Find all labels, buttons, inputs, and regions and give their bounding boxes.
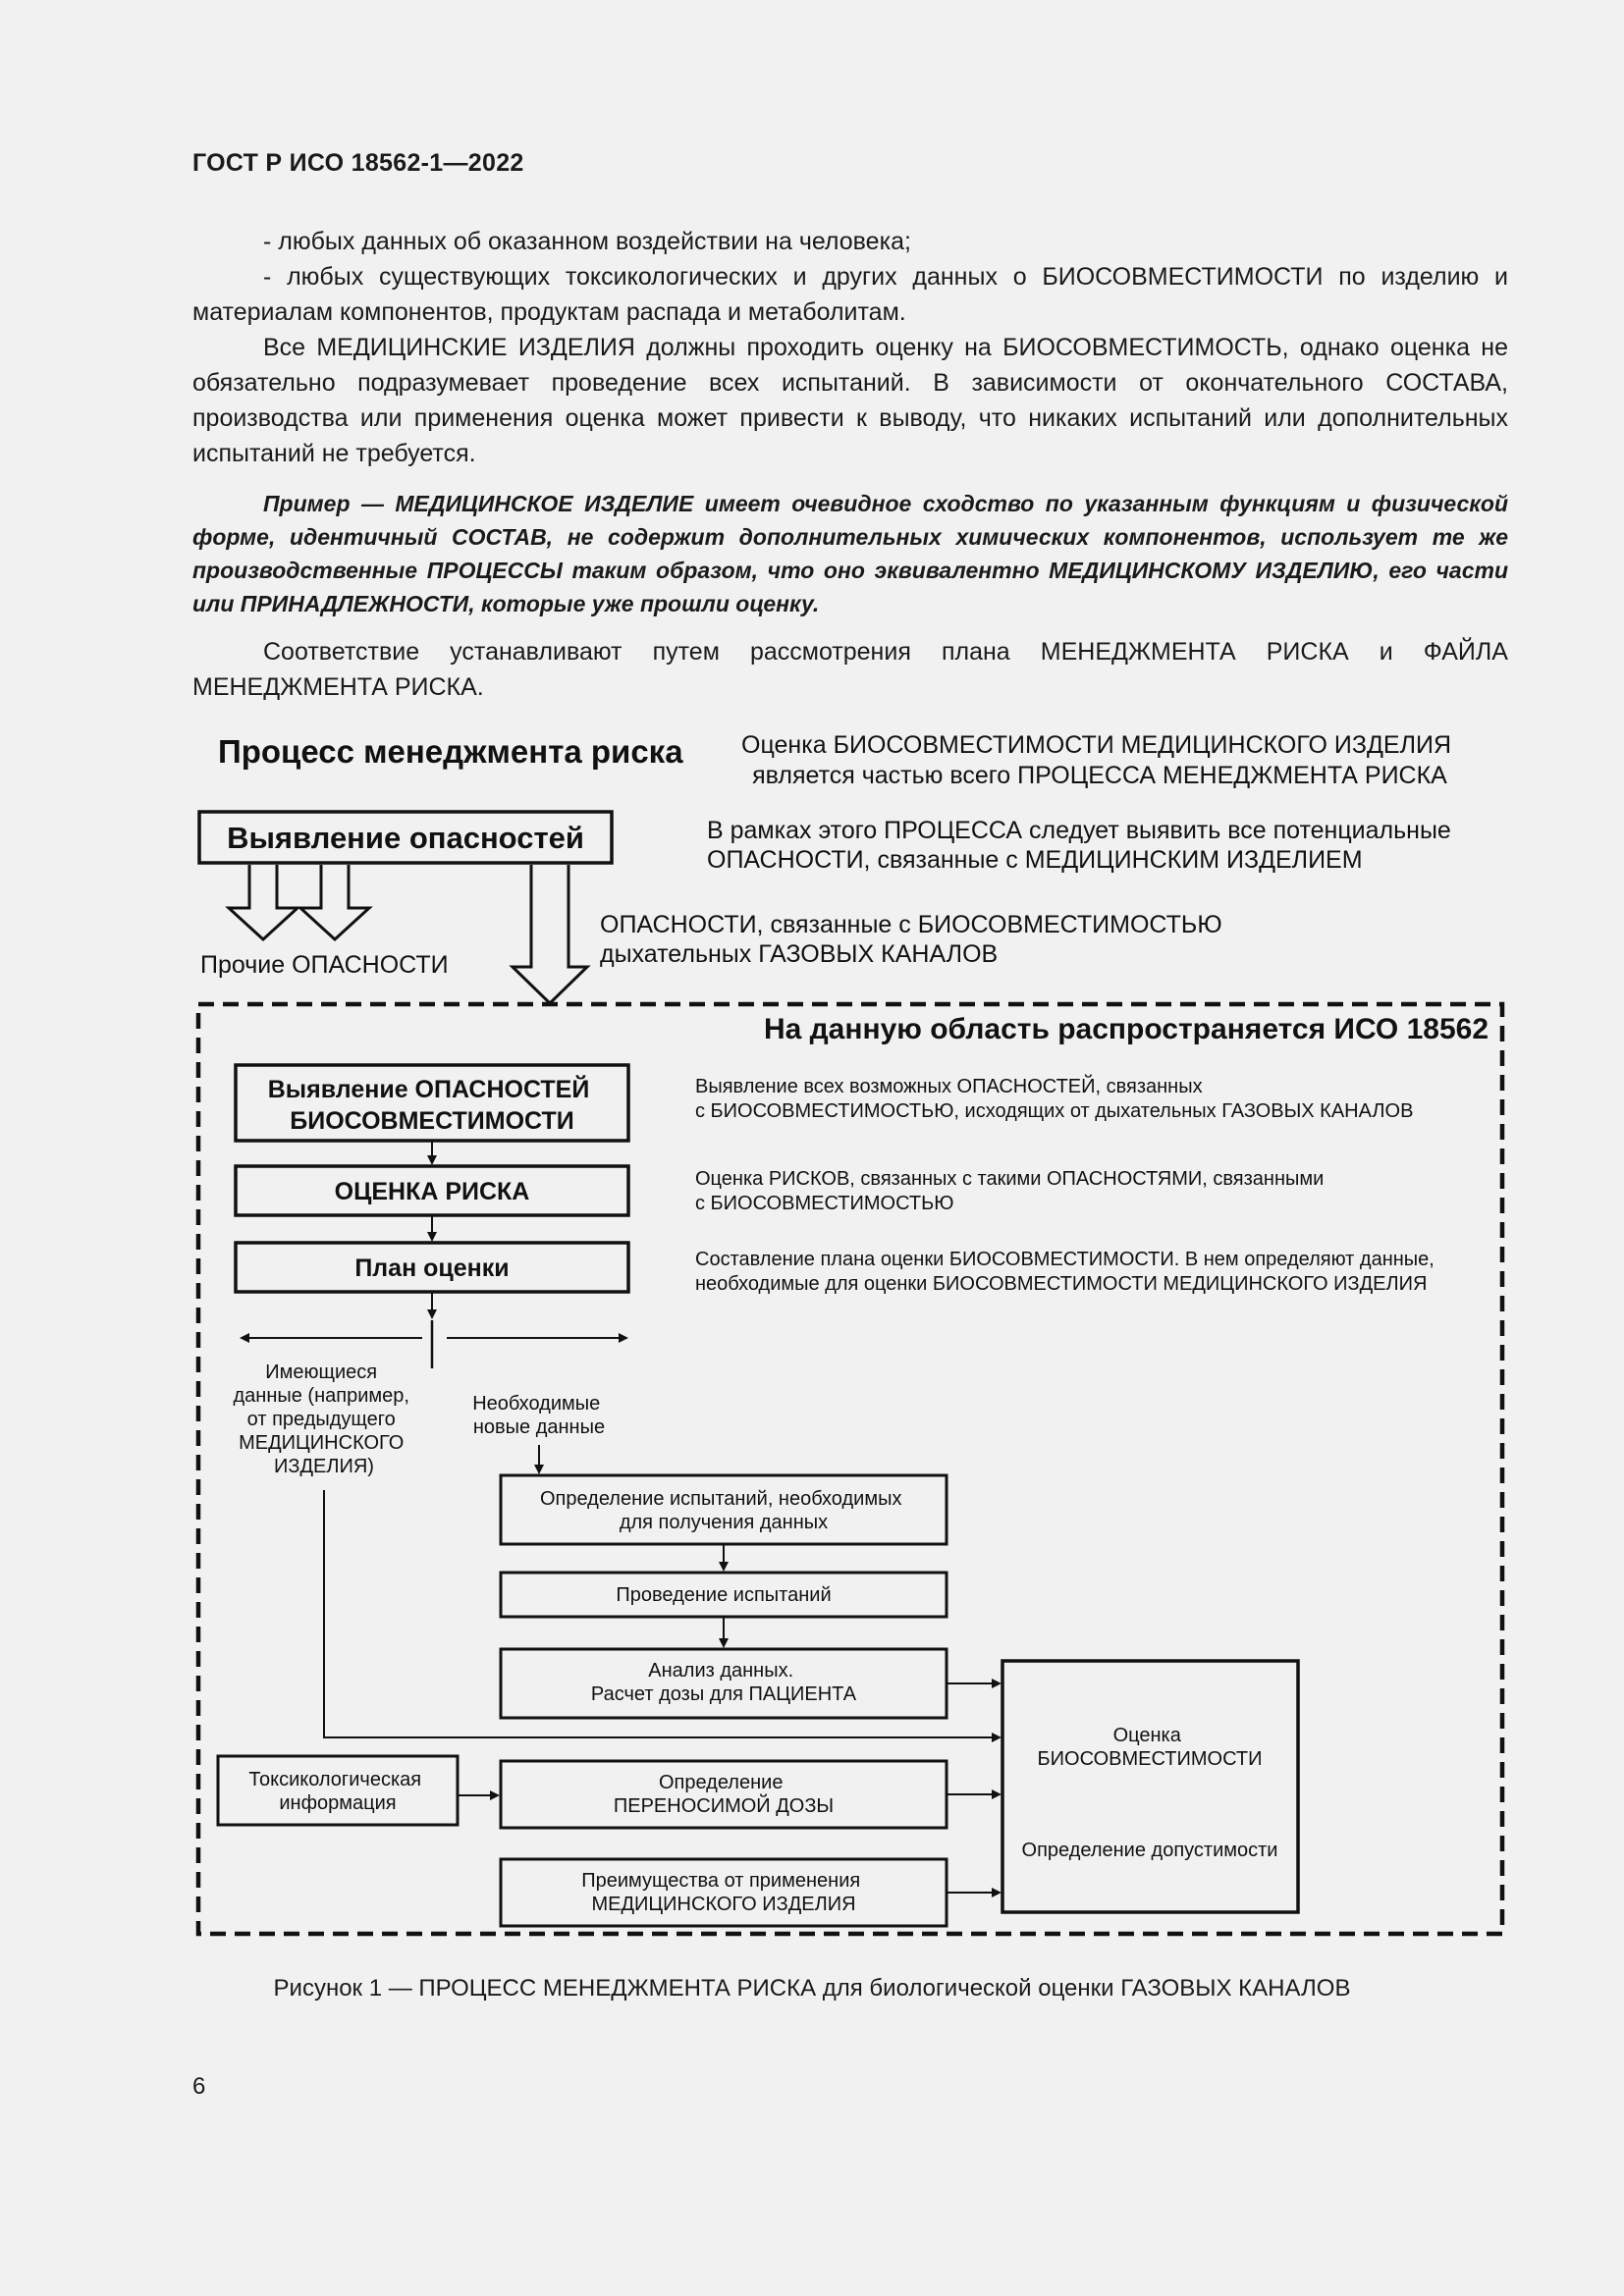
other-hazards-label: Прочие ОПАСНОСТИ: [200, 951, 449, 979]
paragraph-all-devices: Все МЕДИЦИНСКИЕ ИЗДЕЛИЯ должны проходить оценку на БИОСОВМЕСТИМОСТЬ, однако оценка не обязательно подразумевает проведение всех испытаний. В зависимости от окончательного СОСТАВА, производства или применения оценка может привести к выводу, что никаких испытаний или дополнительных испытаний не требуется.: [192, 334, 1508, 467]
document-header: ГОСТ Р ИСО 18562-1—2022: [192, 149, 524, 177]
tolerable-dose-label: Определение ПЕРЕНОСИМОЙ ДОЗЫ: [613, 1772, 835, 1817]
paragraph-bullet-1: - любых данных об оказанном воздействии на человека;: [263, 228, 911, 255]
data-analysis-label: Анализ данных. Расчет дозы для ПАЦИЕНТА: [590, 1660, 857, 1705]
risk-assessment-note: Оценка РИСКОВ, связанных с такими ОПАСНОСТЯМИ, связанными с БИОСОВМЕСТИМОСТЬЮ: [695, 1168, 1325, 1214]
paragraph-bullet-2: - любых существующих токсикологических и других данных о БИОСОВМЕСТИМОСТИ по изделию и материалам компонентов, продуктам распада и метаболитам.: [192, 263, 1508, 326]
diagram-note-biocompat-part: Оценка БИОСОВМЕСТИМОСТИ МЕДИЦИНСКОГО ИЗДЕЛИЯ является частью всего ПРОЦЕССА МЕНЕДЖМЕНТА РИСКА: [741, 731, 1451, 789]
identify-biocompat-hazards-label: Выявление ОПАСНОСТЕЙ БИОСОВМЕСТИМОСТИ: [267, 1076, 590, 1135]
diagram-note-process-hazards: В рамках этого ПРОЦЕССА следует выявить все потенциальные ОПАСНОСТИ, связанные с МЕДИЦИНСКИМ ИЗДЕЛИЕМ: [707, 817, 1451, 874]
existing-data-label: Имеющиеся данные (например, от предыдущего МЕДИЦИНСКОГО ИЗДЕЛИЯ): [233, 1362, 409, 1477]
figure-caption: Рисунок 1 — ПРОЦЕСС МЕНЕДЖМЕНТА РИСКА для биологической оценки ГАЗОВЫХ КАНАЛОВ: [273, 1975, 1351, 2002]
new-data-label: Необходимые новые данные: [472, 1393, 606, 1438]
risk-assessment-label: ОЦЕНКА РИСКА: [334, 1178, 530, 1205]
diagram-title: Процесс менеджмента риска: [218, 733, 683, 770]
example-paragraph: Пример — МЕДИЦИНСКОЕ ИЗДЕЛИЕ имеет очевидное сходство по указанным функциям и физической форме, идентичный СОСТАВ, не содержит дополнительных химических компонентов, использует те же производственные ПРОЦЕССЫ таким образом, что оно эквивалентно МЕДИЦИНСКОМУ ИЗДЕЛИЮ, его части или ПРИНАДЛЕЖНОСТИ, которые уже прошли оценку.: [192, 491, 1508, 616]
identify-biocompat-hazards-note: Выявление всех возможных ОПАСНОСТЕЙ, связанных с БИОСОВМЕСТИМОСТЬЮ, исходящих от дыхательных ГАЗОВЫХ КАНАЛОВ: [695, 1076, 1414, 1122]
benefits-label: Преимущества от применения МЕДИЦИНСКОГО ИЗДЕЛИЯ: [581, 1870, 861, 1915]
iso-scope-title: На данную область распространяется ИСО 18562: [763, 1013, 1489, 1045]
gas-hazards-label: ОПАСНОСТИ, связанные с БИОСОВМЕСТИМОСТЬЮ дыхательных ГАЗОВЫХ КАНАЛОВ: [600, 911, 1222, 968]
toxicology-info-box: [218, 1756, 458, 1825]
evaluation-plan-label: План оценки: [354, 1255, 510, 1282]
biocompat-evaluation-label: Оценка БИОСОВМЕСТИМОСТИ: [1037, 1725, 1263, 1770]
conduct-tests-label: Проведение испытаний: [616, 1584, 832, 1606]
hazard-identification-label: Выявление опасностей: [227, 821, 584, 855]
define-tests-box: [501, 1475, 947, 1544]
gas-hazards-arrow: [513, 865, 587, 1003]
page-number: 6: [192, 2073, 206, 2100]
other-hazards-arrow-1: [229, 865, 298, 939]
paragraph-conformity: Соответствие устанавливают путем рассмотрения плана МЕНЕДЖМЕНТА РИСКА и ФАЙЛА МЕНЕДЖМЕНТА РИСКА.: [192, 638, 1508, 701]
biocompat-evaluation-box: [1002, 1661, 1298, 1912]
other-hazards-arrow-2: [300, 865, 369, 939]
evaluation-plan-note: Составление плана оценки БИОСОВМЕСТИМОСТИ. В нем определяют данные, необходимые для оценки БИОСОВМЕСТИМОСТИ МЕДИЦИНСКОГО ИЗДЕЛИЯ: [695, 1249, 1435, 1295]
toxicology-info-label: Токсикологическая информация: [248, 1769, 422, 1814]
define-tests-label: Определение испытаний, необходимых для получения данных: [539, 1488, 902, 1533]
acceptability-label: Определение допустимости: [1021, 1840, 1278, 1861]
